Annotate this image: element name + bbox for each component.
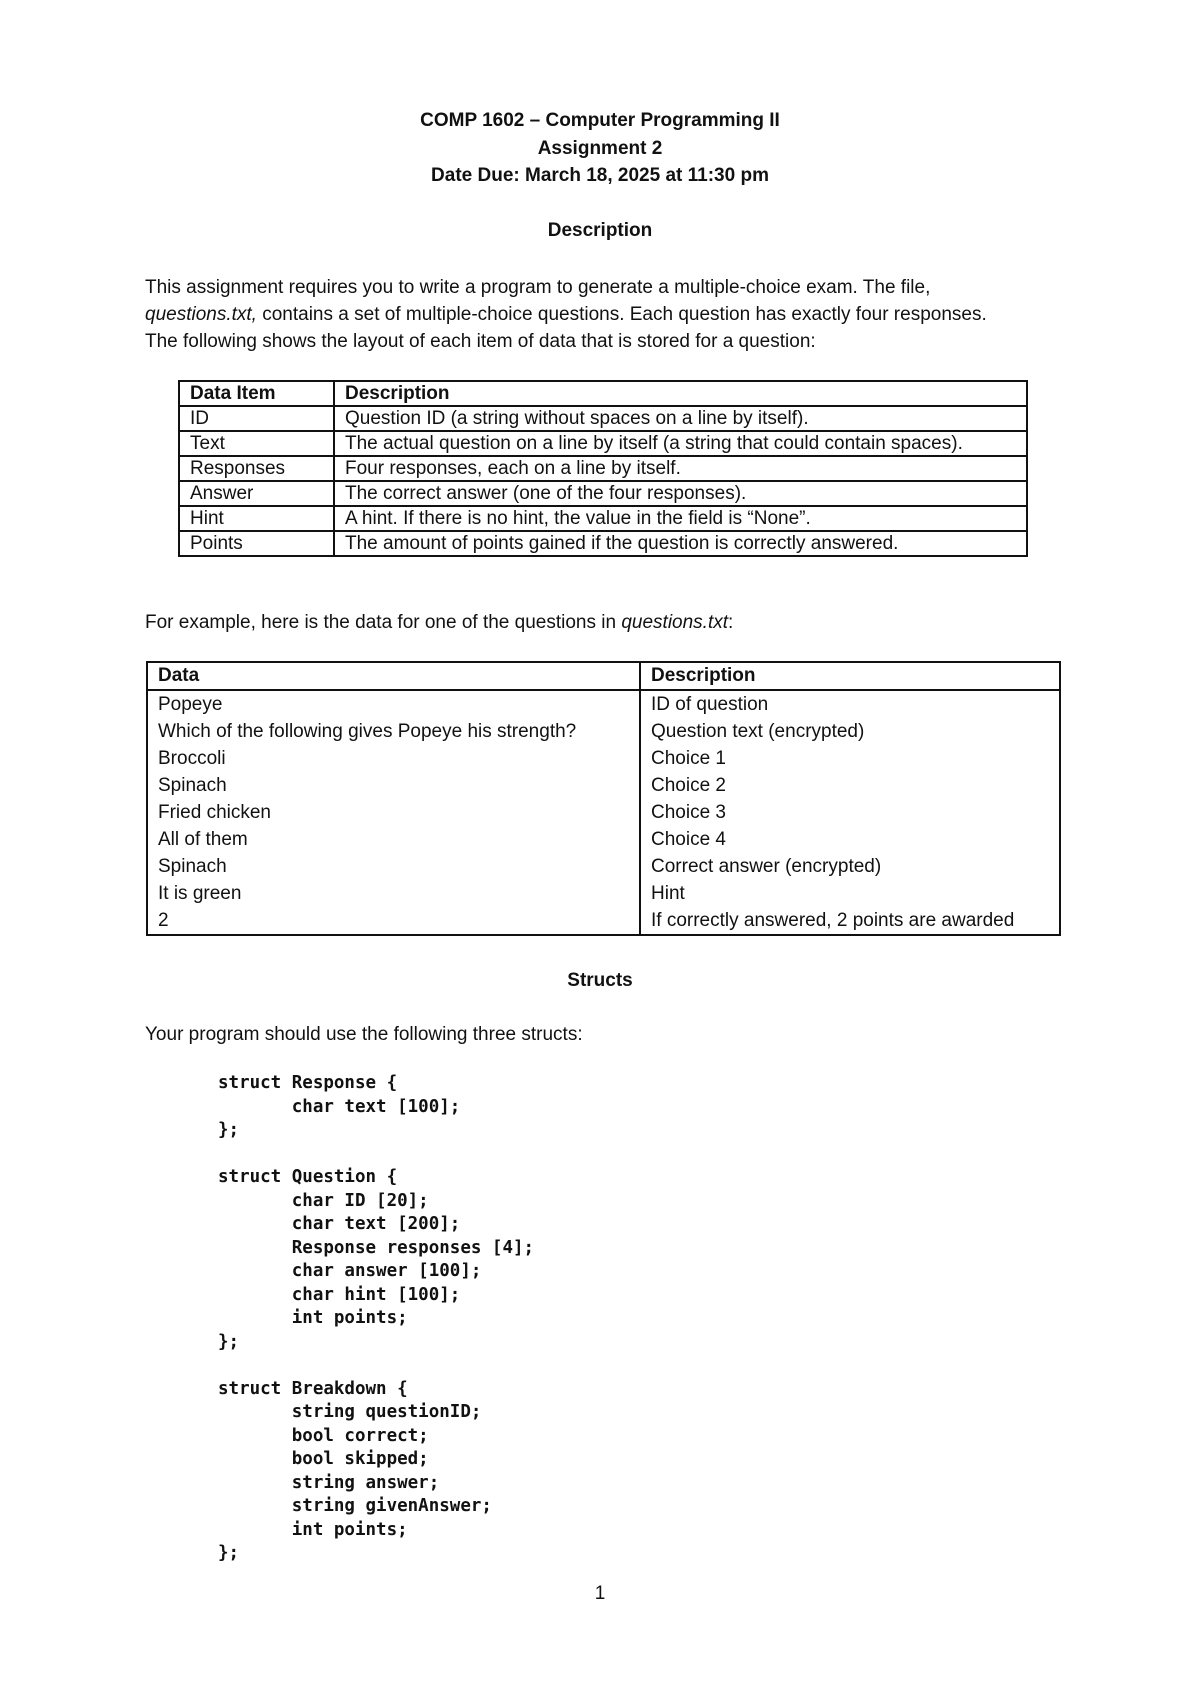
table-row	[179, 431, 1027, 456]
description-paragraph	[145, 274, 1065, 355]
table-cell: A hint. If there is no hint, the value in the field is “None”.	[334, 506, 1027, 531]
table-cell: Hint	[179, 506, 334, 531]
example-description-line: Choice 1	[651, 748, 726, 769]
due-date: Date Due: March 18, 2025 at 11:30 pm	[431, 165, 769, 186]
struct-code-block: struct Response { char text [100]; }; struct Question { char ID [20]; char text [200]; Response responses [4]; char answer [100]; char hint [100]; int points; }; struct Breakdown { string questionID; bool correct; bool skipped; string answer; string givenAnswer; int points; };	[218, 1073, 535, 1563]
table-cell: Question ID (a string without spaces on a line by itself).	[334, 406, 1027, 431]
data-layout-table	[178, 380, 1028, 557]
table-row	[179, 481, 1027, 506]
example-data-line: Spinach	[158, 775, 227, 796]
table-header-cell: Data Item	[179, 381, 334, 406]
example-description-line: Question text (encrypted)	[651, 721, 865, 742]
table-header-cell: Description	[334, 381, 1027, 406]
example-intro-line	[145, 609, 1065, 636]
example-header-row	[147, 662, 1060, 690]
intro-line-3: The following shows the layout of each item of data that is stored for a question:	[145, 331, 816, 352]
table-row	[179, 531, 1027, 556]
example-data-line: It is green	[158, 883, 242, 904]
table-cell: Four responses, each on a line by itself.	[334, 456, 1027, 481]
example-header-cell: Description	[640, 662, 1060, 690]
page-number: 1	[594, 1583, 606, 1604]
intro-line-2-text: contains a set of multiple-choice questions. Each question has exactly four responses.	[256, 304, 987, 325]
example-data-line: Spinach	[158, 856, 227, 877]
example-description-line: If correctly answered, 2 points are awarded	[651, 910, 1015, 931]
description-heading: Description	[547, 220, 653, 241]
table-cell: The correct answer (one of the four responses).	[334, 481, 1027, 506]
example-data-line: Popeye	[158, 694, 223, 715]
assignment-title: Assignment 2	[537, 138, 663, 159]
example-intro-colon: :	[728, 612, 734, 633]
example-description-column	[640, 690, 1060, 935]
table-row	[179, 506, 1027, 531]
table-row	[179, 456, 1027, 481]
example-data-line: All of them	[158, 829, 248, 850]
example-file-name: questions.txt	[621, 612, 729, 633]
intro-line-1: This assignment requires you to write a program to generate a multiple-choice exam. The file,	[145, 277, 931, 298]
example-data-line: Fried chicken	[158, 802, 271, 823]
example-intro-text: For example, here is the data for one of the questions in	[145, 612, 622, 633]
structs-intro	[145, 1021, 1065, 1048]
example-description-line: Choice 4	[651, 829, 726, 850]
example-body-row	[147, 690, 1060, 935]
table-cell: Answer	[179, 481, 334, 506]
table-header-row	[179, 381, 1027, 406]
example-header-cell: Data	[147, 662, 640, 690]
structs-heading: Structs	[567, 970, 633, 991]
example-description-line: Choice 2	[651, 775, 726, 796]
table-cell: Points	[179, 531, 334, 556]
table-cell: Text	[179, 431, 334, 456]
example-data-column	[147, 690, 640, 935]
example-description-line: Hint	[651, 883, 685, 904]
table-cell: The actual question on a line by itself (a string that could contain spaces).	[334, 431, 1027, 456]
table-cell: The amount of points gained if the question is correctly answered.	[334, 531, 1027, 556]
example-table	[146, 661, 1061, 936]
example-description-line: Correct answer (encrypted)	[651, 856, 882, 877]
example-data-line: Broccoli	[158, 748, 226, 769]
course-title: COMP 1602 – Computer Programming II	[420, 110, 780, 131]
example-description-line: Choice 3	[651, 802, 726, 823]
example-intro	[145, 609, 1065, 636]
table-cell: ID	[179, 406, 334, 431]
structs-intro-text: Your program should use the following three structs:	[145, 1024, 583, 1045]
questions-file-name: questions.txt,	[145, 304, 257, 325]
example-data-line: Which of the following gives Popeye his strength?	[158, 721, 577, 742]
example-data-line: 2	[158, 910, 169, 931]
intro-line-2	[145, 301, 1065, 328]
table-row	[179, 406, 1027, 431]
table-cell: Responses	[179, 456, 334, 481]
example-description-line: ID of question	[651, 694, 769, 715]
